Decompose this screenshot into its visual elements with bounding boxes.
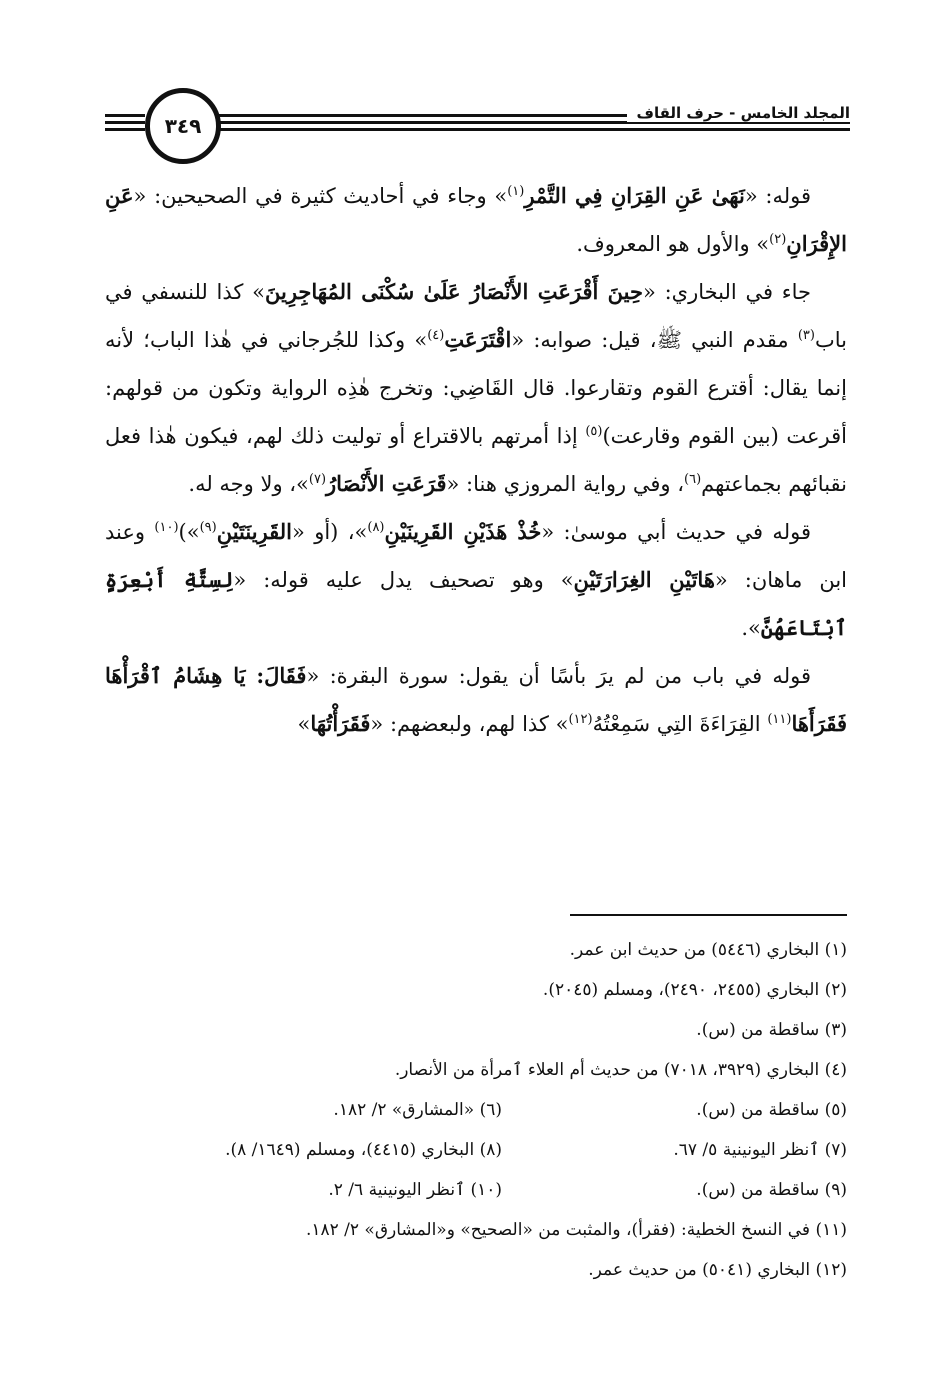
footnote-row: [105, 1170, 847, 1210]
footnote-ref: (٦): [684, 472, 702, 487]
paragraph-3: قوله في حديث أبي موسىٰ: «خُذْ هَذَيْنِ القَرِينَيْنِ$^{(٨)}$»، (أو «القَرِينَتَيْنِ$^{(٩)}$»)$^{(١٠)}$ وعند ابن ماهان: «هَاتَيْنِ الغِرَارَتَيْنِ» وهو تصحيف يدل عليه قوله: «لِسِتَّةِ أَبْعِرَةٍ ٱبْتَاعَهُنَّ».: [105, 519, 848, 640]
footnote-3: (٣) ساقطة من (س).: [696, 1020, 847, 1040]
footnote-ref: (٢): [769, 232, 787, 247]
footnote-ref: (٧): [308, 472, 327, 487]
footnote-ref: (٩): [199, 520, 217, 535]
running-header-title: المجلد الخامس - حرف القاف: [627, 104, 850, 122]
footnote-4: (٤) البخاري (٣٩٢٩، ٧٠١٨) من حديث أم العلاء ٱمرأة من الأنصار.: [394, 1060, 847, 1080]
footnote-ref: (٥): [585, 424, 603, 439]
footnote-row: [105, 1090, 847, 1130]
footnote-ref: (٨): [367, 520, 385, 535]
footnote-5: (٥) ساقطة من (س).: [696, 1100, 847, 1120]
footnote-9: (٩) ساقطة من (س).: [696, 1180, 847, 1200]
footnote-ref: (١١): [767, 712, 792, 727]
footnote-6: (٦) «المشارق» ٢/ ١٨٢.: [333, 1100, 502, 1120]
footnote-ref: (٣): [797, 328, 815, 343]
footnote-8: (٨) البخاري (٤٤١٥)، ومسلم (١٦٤٩/ ٨).: [225, 1140, 502, 1160]
page-header: [105, 88, 850, 168]
page-number: ٣٤٩: [164, 114, 202, 138]
paragraph-1: قوله: «نَهَىٰ عَنِ القِرَانِ فِي التَّمْرِ$^{(١)}$» وجاء في أحاديث كثيرة في الصحيحين: «عَنِ الإِقْرَانِ$^{(٢)}$» والأول هو المعروف.: [105, 183, 847, 256]
paragraph-2: جاء في البخاري: «حِينَ أَقْرَعَتِ الأَنْصَارُ عَلَىٰ سُكْنَى المُهَاجِرِينَ» كذا للنسفي في باب$^{(٣)}$ مقدم النبي ﷺ، قيل: صوابه: «اقْتَرَعَتِ$^{(٤)}$» وكذا للجُرجاني في هٰذا الباب؛ لأنه إنما يقال: أقترع القوم وتقارعوا. قال القَاضِي: وتخرج هٰذِه الرواية وتكون من قولهم: أقرعت (بين القوم وقارعت)$^{(٥)}$ إذا أمرتهم بالاقتراع أو توليت ذلك لهم، فيكون هٰذا فعل نقبائهم بجماعتهم$^{(٦)}$، وفي رواية المروزي هنا: «قَرَعَتِ الأَنْصَارُ$^{(٧)}$»، ولا وجه له.: [105, 279, 847, 496]
footnotes: [105, 930, 847, 1290]
page-number-circle: [145, 88, 221, 164]
footnote-12: (١٢) البخاري (٥٠٤١) من حديث عمر.: [588, 1260, 847, 1280]
footnote-ref: (٤): [427, 328, 445, 343]
footnote-row: [105, 1130, 847, 1170]
main-text: [105, 172, 847, 748]
footnote-ref: (١٠): [154, 520, 179, 535]
footnote-separator: [570, 914, 847, 916]
footnote-2: (٢) البخاري (٢٤٥٥، ٢٤٩٠)، ومسلم (٢٠٤٥).: [542, 980, 847, 1000]
footnote-1: (١) البخاري (٥٤٤٦) من حديث ابن عمر.: [569, 940, 847, 960]
footnote-11: (١١) في النسخ الخطية: (فقرأ)، والمثبت من «الصحيح» و«المشارق» ٢/ ١٨٢.: [305, 1220, 847, 1240]
paragraph-4: قوله في باب من لم يرَ بأسًا أن يقول: سورة البقرة: «فَقَالَ: يَا هِشَامُ ٱقْرَأْهَا فَقَرَأَهَا$^{(١١)}$ القِرَاءَةَ التِي سَمِعْتُهُ$^{(١٢)}$» كذا لهم، ولبعضهم: «فَقَرَأْتُهَا»: [105, 663, 847, 736]
footnote-ref: (١٢): [568, 712, 593, 727]
footnote-ref: (١): [507, 184, 525, 199]
footnote-10: (١٠) ٱنظر اليونينية ٦/ ٢.: [328, 1180, 502, 1200]
footnote-7: (٧) ٱنظر اليونينية ٥/ ٦٧.: [673, 1140, 847, 1160]
